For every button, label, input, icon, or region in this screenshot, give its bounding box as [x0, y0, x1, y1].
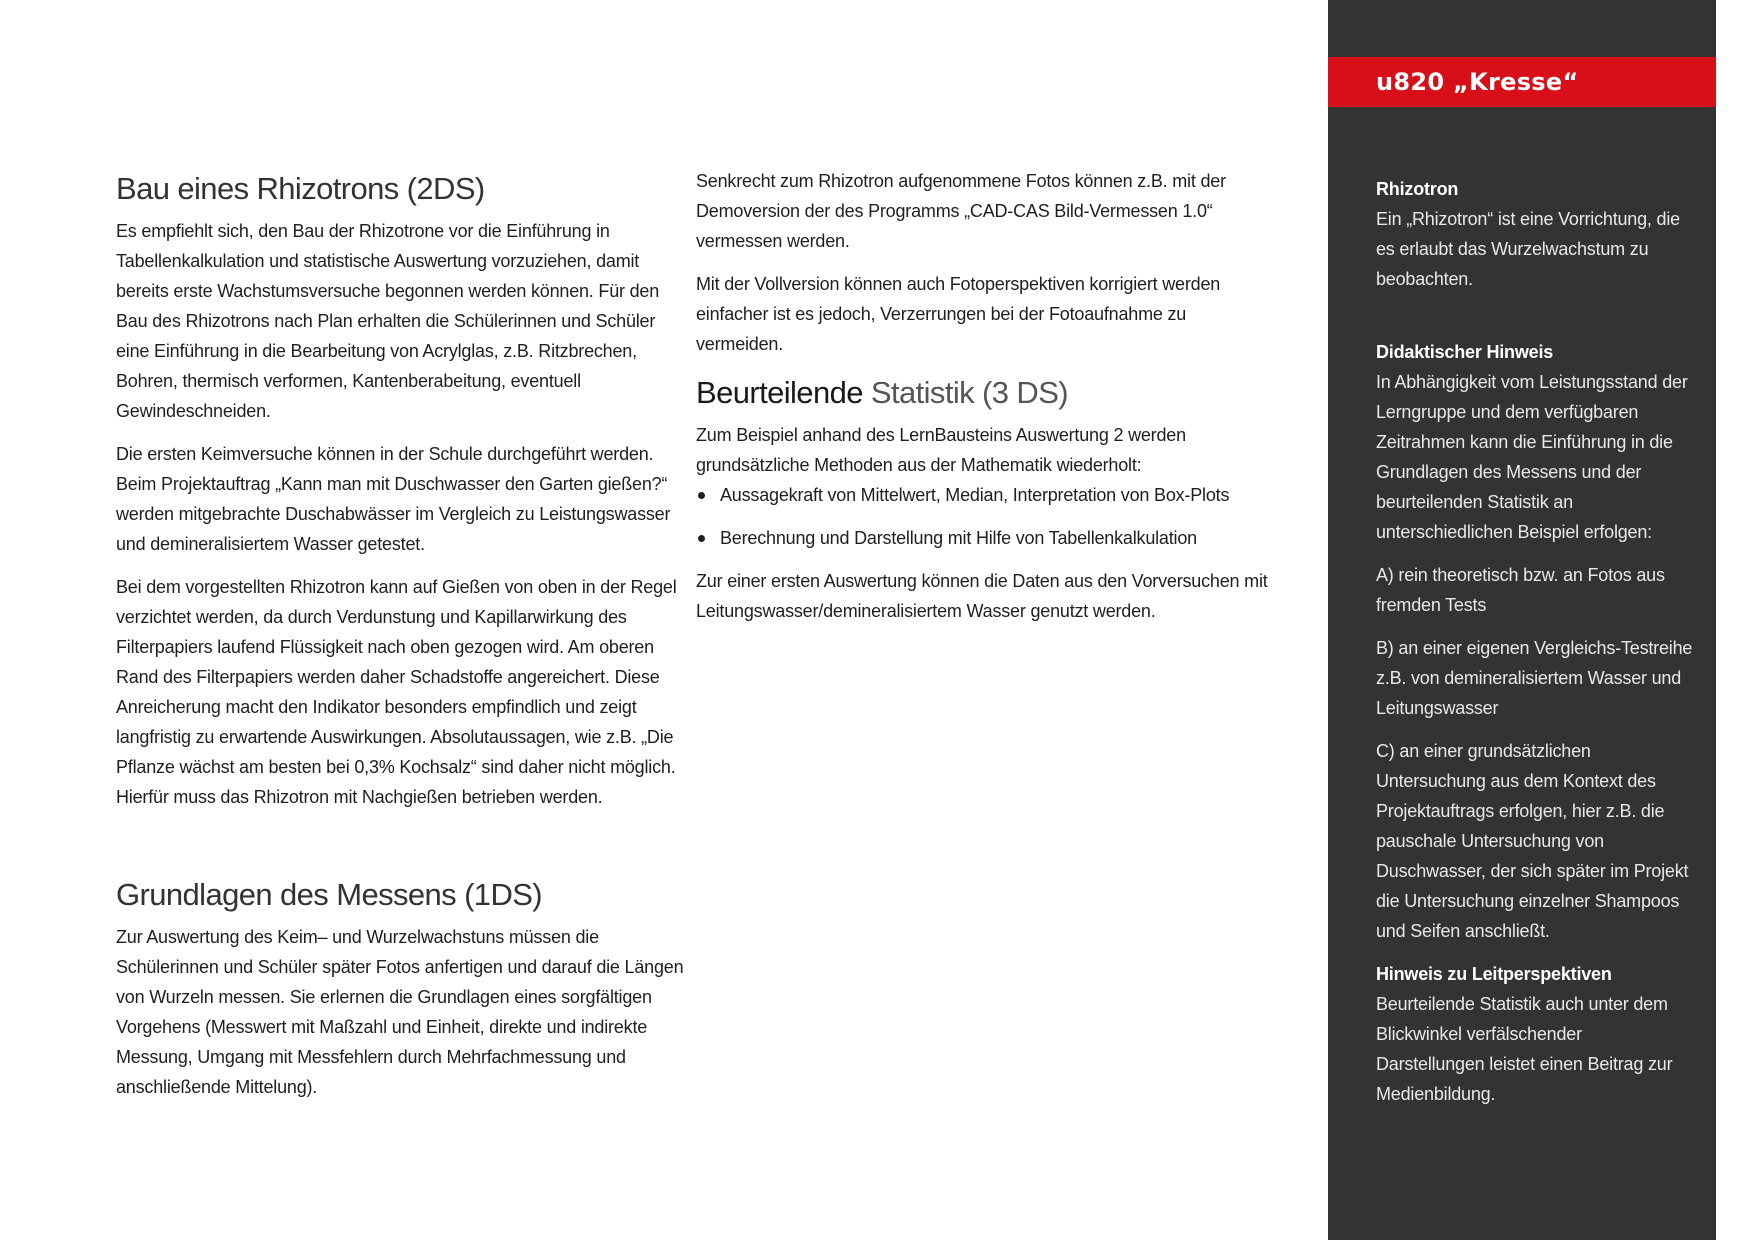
sidebar-heading: Didaktischer Hinweis — [1376, 342, 1554, 362]
sidebar-content — [1376, 174, 1694, 1122]
list-item — [696, 480, 1276, 510]
sidebar-option: B) an einer eigenen Vergleichs-Testreihe z.B. von demineralisiertem Wasser und Leitungswasser — [1376, 638, 1693, 718]
sidebar-heading: Hinweis zu Leitperspektiven — [1376, 964, 1612, 984]
list-item-text: Berechnung und Darstellung mit Hilfe von Tabellenkalkulation — [720, 528, 1197, 548]
sidebar-block-rhizotron — [1376, 174, 1694, 294]
list-item — [696, 523, 1276, 553]
sidebar-block-leitperspektiven — [1376, 959, 1694, 1109]
paragraph: Zur einer ersten Auswertung können die Daten aus den Vorversuchen mit Leitungswasser/demineralisiertem Wasser genutzt werden. — [696, 571, 1268, 621]
sidebar-text: In Abhängigkeit vom Leistungsstand der Lerngruppe und dem verfügbaren Zeitrahmen kann die Einführung in die Grundlagen des Messens und der beurteilenden Statistik an unterschiedlichen Beispiel erfolgen: — [1376, 372, 1688, 542]
middle-column — [696, 166, 1276, 639]
section-grundlagen-messen — [116, 874, 686, 1102]
sidebar-option: C) an einer grundsätzlichen Untersuchung aus dem Kontext des Projektauftrags erfolgen, hier z.B. die pauschale Untersuchung von Duschwasser, der sich später im Projekt die Untersuchung einzelner Shampoos und Seifen anschließt. — [1376, 741, 1689, 941]
sidebar-title: u820 „Kresse“ — [1376, 68, 1579, 96]
spacer — [1376, 307, 1694, 337]
list-item-text: Aussagekraft von Mittelwert, Median, Interpretation von Box-Plots — [720, 485, 1230, 505]
sidebar-block-didaktik — [1376, 337, 1694, 946]
heading-beurteilende-statistik — [696, 372, 1276, 414]
sidebar — [1328, 0, 1716, 1240]
section-rhizotron-bau — [116, 168, 686, 812]
sidebar-text: Beurteilende Statistik auch unter dem Blickwinkel verfälschender Darstellungen leistet einen Beitrag zur Medienbildung. — [1376, 994, 1673, 1104]
heading-grundlagen-messen: Grundlagen des Messens (1DS) — [116, 877, 543, 912]
heading-light: Statistik (3 DS) — [870, 375, 1068, 410]
bullet-icon — [698, 492, 705, 499]
paragraph: Zum Beispiel anhand des LernBausteins Auswertung 2 werden grundsätzliche Methoden aus der Mathematik wiederholt: — [696, 425, 1186, 475]
paragraph: Es empfiehlt sich, den Bau der Rhizotrone vor die Einführung in Tabellenkalkulation und statistische Auswertung vorzuziehen, damit bereits erste Wachstumsversuche begonnen werden können. Für den Bau des Rhizotrons nach Plan erhalten die Schülerinnen und Schüler eine Einführung in die Bearbeitung von Acrylglas, z.B. Ritzbrechen, Bohren, thermisch verformen, Kantenberabeitung, eventuell Gewindeschneiden. — [116, 221, 660, 421]
paragraph: Die ersten Keimversuche können in der Schule durchgeführt werden. Beim Projektauftrag „Kann man mit Duschwasser den Garten gießen?“ werden mitgebrachte Duschabwässer im Vergleich zu Leistungswasser und demineralisiertem Wasser getestet. — [116, 444, 671, 554]
sidebar-text: Ein „Rhizotron“ ist eine Vorrichtung, die es erlaubt das Wurzelwachstum zu beobachten. — [1376, 209, 1680, 289]
heading-rhizotron-bau: Bau eines Rhizotrons (2DS) — [116, 171, 485, 206]
sidebar-heading: Rhizotron — [1376, 179, 1459, 199]
paragraph: Bei dem vorgestellten Rhizotron kann auf Gießen von oben in der Regel verzichtet werden, da durch Verdunstung und Kapillarwirkung des Filterpapiers laufend Flüssigkeit nach oben gezogen wird. Am oberen Rand des Filterpapiers werden daher Schadstoffe angereichert. Diese Anreicherung macht den Indikator besonders empfindlich und zeigt langfristig zu erwartende Auswirkungen. Absolutaussagen, wie z.B. „Die Pflanze wächst am besten bei 0,3% Kochsalz“ sind daher nicht möglich. Hierfür muss das Rhizotron mit Nachgießen betrieben werden. — [116, 577, 677, 807]
bullet-list — [696, 480, 1276, 553]
heading-strong: Beurteilende — [696, 375, 863, 410]
paragraph: Zur Auswertung des Keim– und Wurzelwachstuns müssen die Schülerinnen und Schüler später Fotos anfertigen und darauf die Längen von Wurzeln messen. Sie erlernen die Grundlagen eines sorgfältigen Vorgehens (Messwert mit Maßzahl und Einheit, direkte und indirekte Messung, Umgang mit Messfehlern durch Mehrfachmessung und anschließende Mittelung). — [116, 927, 684, 1097]
sidebar-option: A) rein theoretisch bzw. an Fotos aus fremden Tests — [1376, 565, 1665, 615]
paragraph: Senkrecht zum Rhizotron aufgenommene Fotos können z.B. mit der Demoversion der des Programms „CAD-CAS Bild-Vermessen 1.0“ vermessen werden. — [696, 171, 1226, 251]
paragraph: Mit der Vollversion können auch Fotoperspektiven korrigiert werden einfacher ist es jedoch, Verzerrungen bei der Fotoaufnahme zu vermeiden. — [696, 274, 1221, 354]
bullet-icon — [698, 535, 705, 542]
left-column — [116, 168, 686, 1115]
section-beurteilende-statistik — [696, 372, 1276, 626]
sidebar-title-band — [1328, 57, 1716, 107]
